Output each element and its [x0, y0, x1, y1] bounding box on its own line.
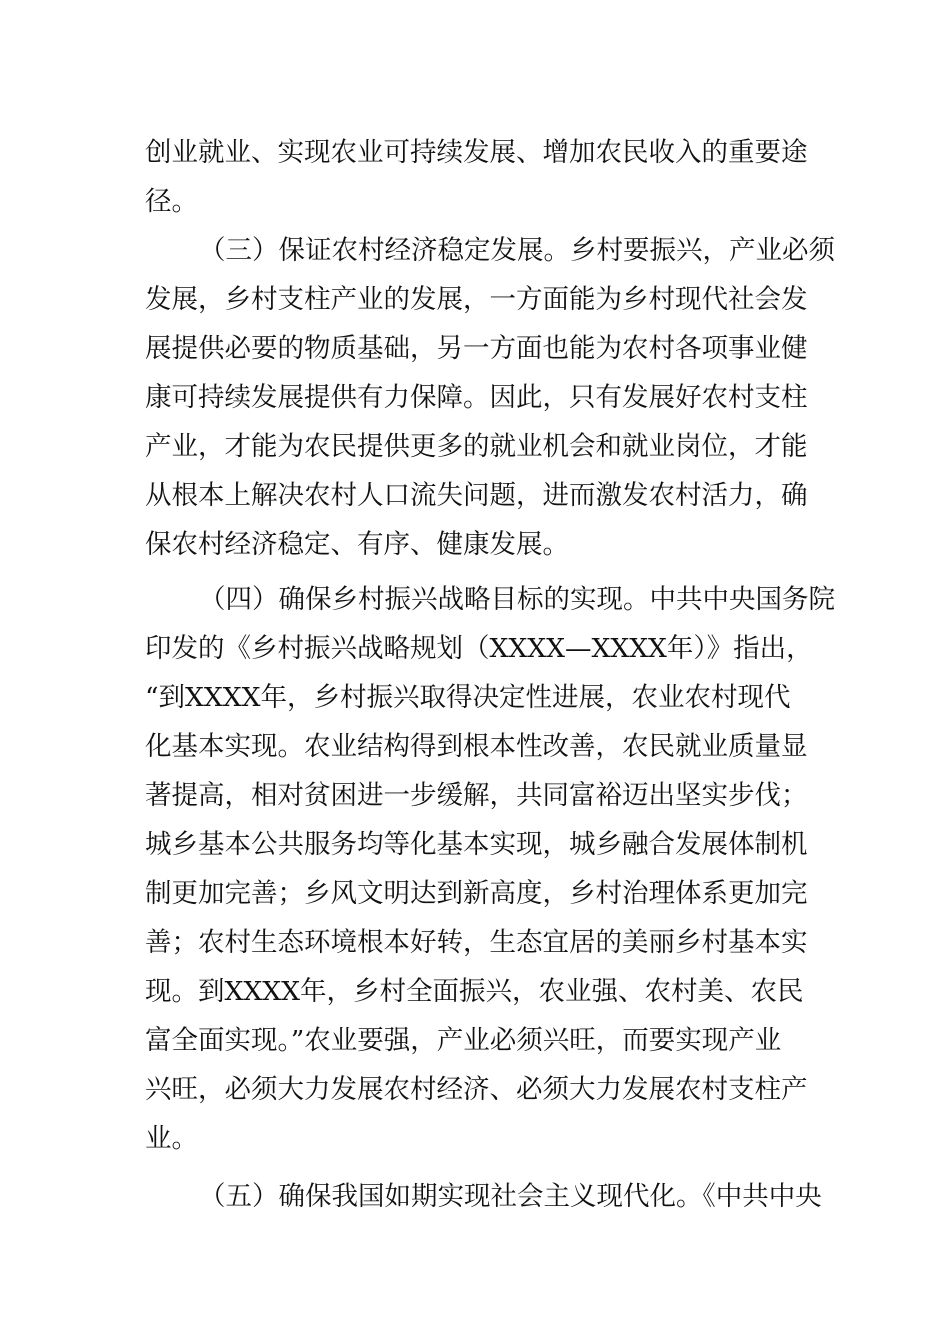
- text-line: 业。: [145, 1123, 198, 1154]
- text-line: 发展，乡村支柱产业的发展，一方面能为乡村现代社会发: [145, 284, 808, 315]
- text-line: 城乡基本公共服务均等化基本实现，城乡融合发展体制机: [145, 829, 808, 860]
- text-line: 著提高，相对贫困进一步缓解，共同富裕迈出坚实步伐；: [145, 780, 808, 811]
- text-line: “到XXXX年，乡村振兴取得决定性进展，农业农村现代: [145, 682, 791, 713]
- text-line: 化基本实现。农业结构得到根本性改善，农民就业质量显: [145, 731, 808, 762]
- text-line: 径。: [145, 186, 198, 217]
- text-line: 现。到XXXX年，乡村全面振兴，农业强、农村美、农民: [145, 976, 804, 1007]
- text-line: 印发的《乡村振兴战略规划（XXXX—XXXX年）》指出，: [145, 633, 813, 664]
- text-line: 康可持续发展提供有力保障。因此，只有发展好农村支柱: [145, 382, 808, 413]
- text-line: （四）确保乡村振兴战略目标的实现。中共中央国务院: [199, 584, 835, 615]
- text-line: 善；农村生态环境根本好转，生态宜居的美丽乡村基本实: [145, 927, 808, 958]
- text-line: 兴旺，必须大力发展农村经济、必须大力发展农村支柱产: [145, 1074, 808, 1105]
- text-line: 产业，才能为农民提供更多的就业机会和就业岗位，才能: [145, 431, 808, 462]
- text-line: 保农村经济稳定、有序、健康发展。: [145, 529, 569, 560]
- text-line: （三）保证农村经济稳定发展。乡村要振兴，产业必须: [199, 235, 835, 266]
- text-line: 创业就业、实现农业可持续发展、增加农民收入的重要途: [145, 137, 808, 168]
- text-line: 制更加完善；乡风文明达到新高度，乡村治理体系更加完: [145, 878, 808, 909]
- text-line: 从根本上解决农村人口流失问题，进而激发农村活力，确: [145, 480, 808, 511]
- text-line: （五）确保我国如期实现社会主义现代化。《中共中央: [199, 1181, 822, 1212]
- text-line: 富全面实现。”农业要强，产业必须兴旺，而要实现产业: [145, 1025, 782, 1056]
- text-line: 展提供必要的物质基础，另一方面也能为农村各项事业健: [145, 333, 808, 364]
